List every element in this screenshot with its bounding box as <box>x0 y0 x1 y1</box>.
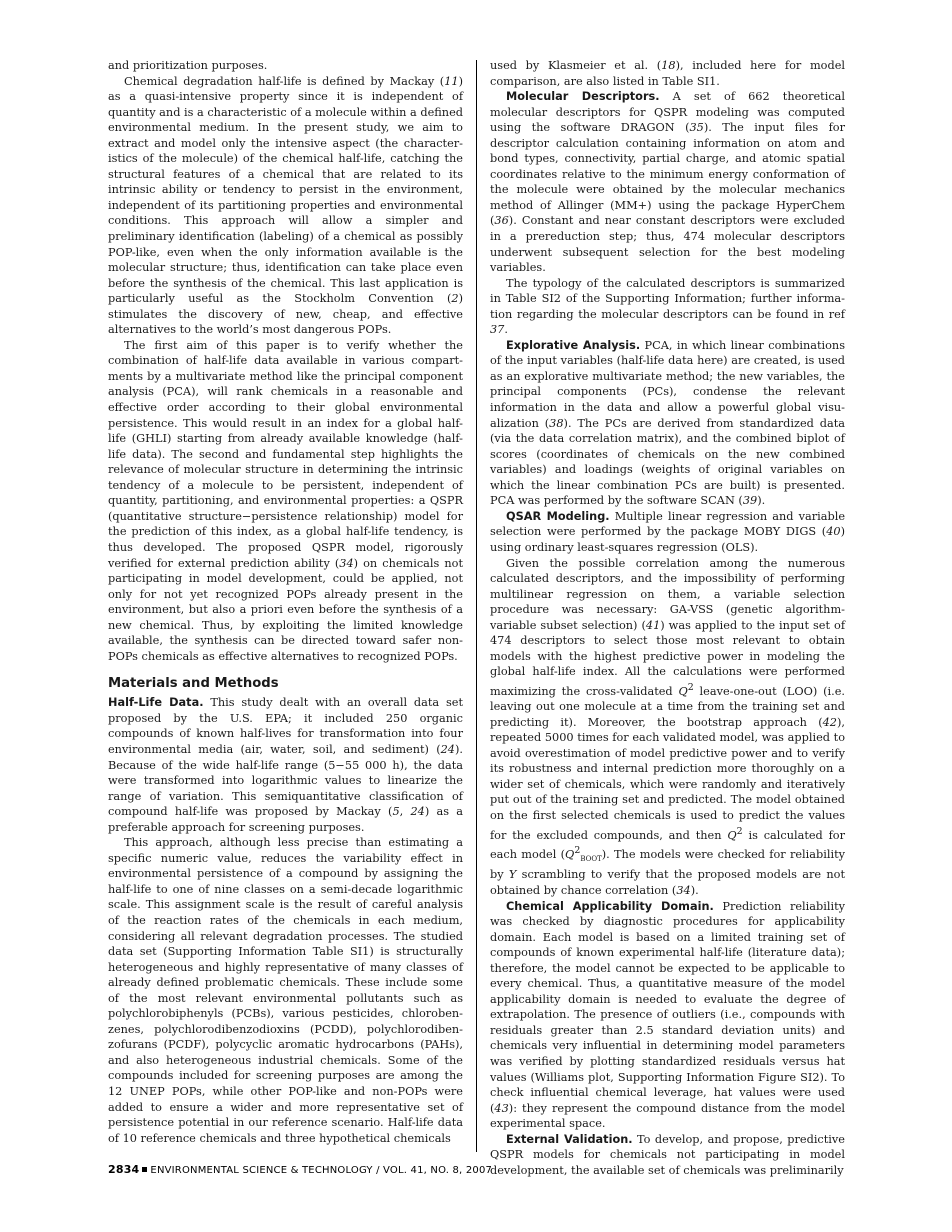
paragraph: used by Klasmeier et al. (18), included here for model comparison, are also listed in Table SI1. <box>490 59 846 88</box>
run-in-heading: Molecular Descriptors. <box>506 90 660 104</box>
section-heading: Materials and Methods <box>108 676 279 692</box>
paragraph: This approach, although less precise than estimating a specific numeric value, reduces the variability effect in environmental persistence of a compound by assigning the half-life to one of nine classes on a semi-decade logarithmic scale. This assignment scale is the result of careful analysis of the reaction rates of the chemicals in each medium, considering all relevant degradation processes. The studied data set (Supporting Information Table SI1) is structurally heterogeneous and highly representative of many classes of already defined problematic chemicals. These include some of the most relevant environmental pollutants such as polychlorobiphenyls (PCBs), various pesticides, chlorobenzenes, polychlorodibenzodioxins (PCDD), polychlorodibenzofurans (PCDF), polycyclic aromatic hydrocarbons (PAHs), and also heterogeneous industrial chemicals. Some of the compounds included for screening purposes are among the 12 UNEP POPs, while other POP-like and non-POPs were added to ensure a wider and more representative set of persistence potential in our reference scenario. Half-life data of 10 reference chemicals and three hypothetical chemicals <box>108 836 463 1145</box>
paragraph: and prioritization purposes. <box>108 59 268 72</box>
paragraph: External Validation. To develop, and propose, predictive QSPR models for chemicals not participating in model development, the available set of chemicals was preliminarily <box>490 1132 845 1177</box>
paragraph: QSAR Modeling. Multiple linear regression and variable selection were performed by the package MOBY DIGS (40) using ordinary least-squares regression (OLS). <box>490 509 846 554</box>
column-divider <box>476 60 477 1152</box>
page-number: 2834 <box>108 1163 140 1176</box>
paragraph: Given the possible correlation among the numerous calculated descriptors, and the impossibility of performing multilinear regression on them, a variable selection procedure was necessary: GA-VSS (genetic algorithm-variable subset selection) (41) was applied to the input set of 474 descriptors to select those most relevant to obtain models with the highest predictive power in modeling the global half-life index. All the calculations were performed maximizing the cross-validated $Q^2$ leave-one-out (LOO) (i.e. leaving out one molecule at a time from the training set and predicting it). Moreover, the bootstrap approach (42), repeated 5000 times for each validated model, was applied to avoid overestimation of model predictive power and to verify its robustness and internal prediction more thoroughly on a wider set of chemicals, which were randomly and iteratively put out of the training set and predicted. The model obtained on the first selected chemicals is used to predict the values for the excluded compounds, and then $Q^2$ is calculated for each model $(Q^2_{BOOT})$. The models were checked for reliability by Y scrambling to verify that the proposed models are not obtained by chance correlation (34). <box>490 556 846 897</box>
paragraph: Explorative Analysis. PCA, in which linear combinations of the input variables (half-life data here) are created, is used as an explorative multivariate method; the new variables, the principal components (PCs), condense the relevant information in the data and allow a powerful global visualization (38). The PCs are derived from standardized data (via the data correlation matrix), and the combined biplot of scores (coordinates of chemicals on the new combined variables) and loadings (weights of original variables on which the linear combination PCs are built) is presented. PCA was performed by the software SCAN (39). <box>490 338 846 508</box>
run-in-heading: Chemical Applicability Domain. <box>506 899 714 913</box>
run-in-heading: External Validation. <box>506 1132 633 1146</box>
run-in-heading: Explorative Analysis. <box>506 338 641 352</box>
paragraph: The first aim of this paper is to verify whether the combination of half-life data available in various compartments by a multivariate method like the principal component analysis (PCA), will rank chemicals in a reasonable and effective order according to their global environmental persistence. This would result in an index for a global half-life (GHLI) starting from already available knowledge (half-life data). The second and fundamental step highlights the relevance of molecular structure in determining the intrinsic tendency of a molecule to be persistent, independent of quantity, partitioning, and environmental properties: a QSPR (quantitative structure−persistence relationship) model for the prediction of this index, as a global half-life tendency, is thus developed. The proposed QSPR model, rigorously verified for external prediction ability (34) on chemicals not participating in model development, could be applied, not only for not yet recognized POPs already present in the environment, but also a priori even before the synthesis of a new chemical. Thus, by exploiting the limited knowledge available, the synthesis can be directed toward safer non-POPs chemicals as effective alternatives to recognized POPs. <box>108 338 463 663</box>
left-column <box>108 58 463 1146</box>
paragraph: Molecular Descriptors. A set of 662 theoretical molecular descriptors for QSPR modeling was computed using the software DRAGON (35). The input files for descriptor calculation containing information on atom and bond types, connectivity, partial charge, and atomic spatial coordinates relative to the minimum energy conformation of the molecule were obtained by the molecular mechanics method of Allinger (MM+) using the package HyperChem (36). Constant and near constant descriptors were excluded in a prereduction step; thus, 474 molecular descriptors underwent subsequent selection for the best modeling variables. <box>490 90 846 275</box>
paragraph: Half-Life Data. This study dealt with an overall data set proposed by the U.S. EPA; it included 250 organic compounds of known half-lives for transformation into four environmental media (air, water, soil, and sediment) (24). Because of the wide half-life range (5−55 000 h), the data were transformed into logarithmic values to linearize the range of variation. This semiquantitative classification of compound half-life was proposed by Mackay (5, 24) as a preferable approach for screening purposes. <box>108 696 464 834</box>
paragraph: Chemical Applicability Domain. Prediction reliability was checked by diagnostic procedures for applicability domain. Each model is based on a limited training set of compounds of known experimental half-life (literature data); therefore, the model cannot be expected to be applicable to every chemical. Thus, a quantitative measure of the model applicability domain is needed to evaluate the degree of extrapolation. The presence of outliers (i.e., compounds with residuals greater than 2.5 standard deviation units) and chemicals very influential in determining model parameters was verified by plotting standardized residuals versus hat values (Williams plot, Supporting Information Figure SI2). To check influential chemical leverage, hat values were used (43): they represent the compound distance from the model experimental space. <box>490 899 846 1131</box>
bullet-square <box>142 1167 147 1172</box>
run-in-heading: Half-Life Data. <box>108 696 204 710</box>
right-column <box>490 58 845 1178</box>
journal-citation: ENVIRONMENTAL SCIENCE & TECHNOLOGY / VOL. 41, NO. 8, 2007 <box>150 1165 493 1176</box>
page-footer <box>108 1163 492 1176</box>
run-in-heading: QSAR Modeling. <box>506 509 610 523</box>
paragraph: The typology of the calculated descriptors is summarized in Table SI2 of the Supporting Information; further information regarding the molecular descriptors can be found in ref 37. <box>490 276 845 337</box>
paragraph: Chemical degradation half-life is defined by Mackay (11) as a quasi-intensive property since it is independent of quantity and is a characteristic of a molecule within a defined environmental medium. In the present study, we aim to extract and model only the intensive aspect (the characteristics of the molecule) of the chemical half-life, catching the structural features of a chemical that are related to its intrinsic ability or tendency to persist in the environment, independent of its partitioning properties and environmental conditions. This approach will allow a simpler and preliminary identification (labeling) of a chemical as possibly POP-like, even when the only information available is the molecular structure; thus, identification can take place even before the synthesis of the chemical. This last application is particularly useful as the Stockholm Convention (2) stimulates the discovery of new, cheap, and effective alternatives to the world’s most dangerous POPs. <box>108 74 464 337</box>
